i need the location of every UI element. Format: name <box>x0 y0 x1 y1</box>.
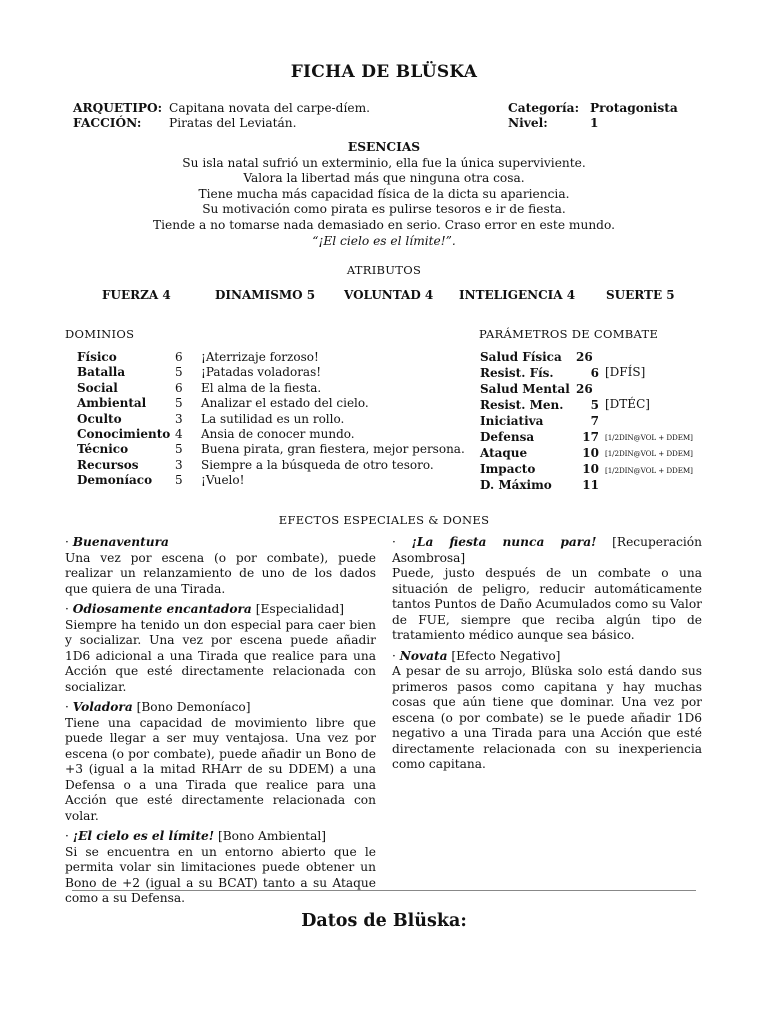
table-row <box>77 458 465 473</box>
table-row <box>480 365 693 381</box>
table-row <box>77 381 465 396</box>
efecto-name: Odiosamente encantadora <box>72 602 252 616</box>
dominio-name: Demoníaco <box>77 473 153 488</box>
dominio-desc: Siempre a la búsqueda de otro tesoro. <box>201 457 434 472</box>
dominio-value: 4 <box>175 427 183 442</box>
dominio-desc: Buena pirata, gran fiestera, mejor persona. <box>201 442 465 457</box>
esencia-line: Tiene mucha más capacidad física de la dicta su apariencia. <box>198 186 570 201</box>
combate-note-small: [1/2DIN@VOL + DDEM] <box>605 465 693 475</box>
combate-name: D. Máximo <box>480 478 552 493</box>
efecto-text: Una vez por escena (o por combate), puede realizar un relanzamiento de uno de los dados que quiera de una Tirada. <box>65 550 376 596</box>
efecto-item: · ¡La fiesta nunca para! [Recuperación Asombrosa] Puede, justo después de un combate o una situación de peligro, reducir automáticamente tantos Puntos de Daño Acumulados como su Valor de FUE, siempre que reciba algún tipo de tratamiento médico aunque sea básico. <box>392 535 702 642</box>
efecto-item: · Voladora [Bono Demoníaco] Tiene una capacidad de movimiento libre que puede llegar a ser muy ventajosa. Una vez por escena (o por combate), puede añadir un Bono de +3 (igual a la mitad RHArr de su DDEM) a una Defensa o a una Tirada que realice para una Acción que esté directamente relacionada con volar. <box>65 700 376 823</box>
esencias-heading: ESENCIAS <box>347 140 421 154</box>
dominio-desc: ¡Patadas voladoras! <box>201 365 322 380</box>
combate-heading: PARÁMETROS DE COMBATE <box>479 327 659 341</box>
efectos-heading: EFECTOS ESPECIALES & DONES <box>278 513 490 527</box>
efectos-right-column <box>392 535 702 778</box>
efecto-name: ¡La fiesta nunca para! <box>411 535 597 549</box>
nivel-value: 1 <box>590 116 599 130</box>
efecto-text: Siempre ha tenido un don especial para caer bien y socializar. Una vez por escena puede añadir 1D6 adicional a una Tirada que realice para una Acción que esté directamente relacionada con socializar. <box>65 617 376 694</box>
efecto-tag: [Especialidad] <box>255 602 345 616</box>
esencia-line: Valora la libertad más que ninguna otra cosa. <box>243 171 525 186</box>
combate-name: Impacto <box>480 462 536 477</box>
combate-note: [DTÉC] <box>605 397 650 412</box>
table-row <box>480 478 693 493</box>
efecto-item: · Buenaventura Una vez por escena (o por combate), puede realizar un relanzamiento de uno de los dados que quiera de una Tirada. <box>65 535 376 596</box>
esencia-motto: “¡El cielo es el límite!”. <box>312 233 456 248</box>
faccion-value: Piratas del Leviatán. <box>169 116 297 130</box>
combate-value: 7 <box>590 413 599 428</box>
efecto-item: · ¡El cielo es el límite! [Bono Ambiental] Si se encuentra en un entorno abierto que le permita volar sin limitaciones puede obtener un Bono de +2 (igual a su BCAT) tanto a su Ataque como a su Defensa. <box>65 829 376 905</box>
combate-value: 10 <box>582 445 599 460</box>
combate-value: 26 <box>576 381 593 396</box>
dominio-value: 5 <box>175 473 183 488</box>
combate-value: 6 <box>590 365 599 380</box>
esencia-line: Su isla natal sufrió un exterminio, ella fue la única superviviente. <box>182 155 586 170</box>
dominio-name: Conocimiento <box>77 427 171 442</box>
dominio-desc: Ansia de conocer mundo. <box>201 427 355 442</box>
table-row <box>77 396 465 411</box>
dominio-value: 5 <box>175 396 183 411</box>
combate-value: 5 <box>590 397 599 412</box>
nivel-label: Nivel: <box>508 116 548 130</box>
efecto-text: Puede, justo después de un combate o una situación de peligro, reducir automáticamente tantos Puntos de Daño Acumulados como su Valor de FUE, siempre que reciba algún tipo de tratamiento médico aunque sea básico. <box>392 566 702 642</box>
dominio-desc: ¡Vuelo! <box>201 473 245 488</box>
categoria-label: Categoría: <box>508 101 580 115</box>
table-row <box>480 445 693 461</box>
table-row <box>77 427 465 442</box>
efecto-name: ¡El cielo es el límite! <box>72 829 215 843</box>
esencia-line: Su motivación como pirata es pulirse tesoros e ir de fiesta. <box>202 202 566 217</box>
combate-table <box>480 350 693 494</box>
table-row <box>480 382 693 397</box>
categoria-value: Protagonista <box>590 101 678 115</box>
efecto-name: Buenaventura <box>72 535 169 549</box>
table-row <box>480 350 693 365</box>
dominio-name: Social <box>77 380 118 395</box>
table-row <box>77 412 465 427</box>
combate-name: Defensa <box>480 429 535 444</box>
atributo-dinamismo: DINAMISMO 5 <box>215 288 316 302</box>
dominios-table <box>77 350 465 489</box>
combate-note: [DFÍS] <box>605 365 646 380</box>
dominio-value: 6 <box>175 350 183 364</box>
efecto-tag: [Bono Demoníaco] <box>136 700 251 714</box>
table-row <box>480 462 693 478</box>
dominio-value: 3 <box>175 411 183 426</box>
efectos-left-column <box>65 535 376 912</box>
table-row <box>77 442 465 457</box>
dominio-value: 3 <box>175 457 183 472</box>
dominio-name: Batalla <box>77 365 126 380</box>
combate-name: Resist. Fís. <box>480 365 554 380</box>
dominio-desc: ¡Aterrizaje forzoso! <box>201 350 319 364</box>
table-row <box>77 350 465 365</box>
efecto-text: Tiene una capacidad de movimiento libre que puede llegar a ser muy ventajosa. Una vez por escena (o por combate), puede añadir un Bono de +3 (igual a la mitad RHArr de su DDEM) a una Defensa o a una Tirada que realice para una Acción que esté directamente relacionada con volar. <box>65 715 376 823</box>
esencias-section <box>0 140 768 249</box>
efecto-item: · Odiosamente encantadora [Especialidad] Siempre ha tenido un don especial para caer bien y socializar. Una vez por escena puede añadir 1D6 adicional a una Tirada que realice para una Acción que esté directamente relacionada con socializar. <box>65 602 376 694</box>
combate-value: 26 <box>576 350 593 364</box>
combate-note-small: [1/2DIN@VOL + DDEM] <box>605 449 693 459</box>
combate-value: 11 <box>582 478 599 493</box>
atributo-fuerza: FUERZA 4 <box>102 288 171 302</box>
efecto-text: Si se encuentra en un entorno abierto que le permita volar sin limitaciones puede obtener un Bono de +2 (igual a su BCAT) tanto a su Ataque como a su Defensa. <box>65 844 376 905</box>
datos-heading: Datos de Blüska: <box>301 911 467 931</box>
dominio-value: 5 <box>175 442 183 457</box>
dominio-name: Ambiental <box>77 396 147 411</box>
faccion-label: FACCIÓN: <box>73 116 142 130</box>
dominio-desc: Analizar el estado del cielo. <box>201 396 369 411</box>
efecto-tag: [Bono Ambiental] <box>217 829 326 843</box>
efecto-item: · Novata [Efecto Negativo] A pesar de su arrojo, Blüska solo está dando sus primeros pasos como capitana y hay muchas cosas que aún tiene que dominar. Una vez por escena (o por combate) se le puede añadir 1D6 negativo a una Tirada para una Acción que esté directamente relacionada con su inexperiencia como capitana. <box>392 648 702 771</box>
dominios-heading: DOMINIOS <box>65 327 135 341</box>
arquetipo-label: ARQUETIPO: <box>73 101 163 115</box>
page-title: FICHA DE BLÜSKA <box>290 62 478 82</box>
combate-value: 10 <box>582 462 599 477</box>
divider <box>72 890 696 891</box>
efecto-text: A pesar de su arrojo, Blüska solo está dando sus primeros pasos como capitana y hay muchas cosas que aún tiene que dominar. Una vez por escena (o por combate) se le puede añadir 1D6 negativo a una Tirada para una Acción que esté directamente relacionada con su inexperiencia como capitana. <box>392 664 702 771</box>
dominio-name: Físico <box>77 350 117 364</box>
dominio-desc: El alma de la fiesta. <box>201 380 322 395</box>
table-row <box>480 429 693 445</box>
efecto-tag: [Efecto Negativo] <box>451 648 561 663</box>
table-row <box>77 473 465 488</box>
efecto-name: Novata <box>399 648 448 663</box>
combate-name: Iniciativa <box>480 413 544 428</box>
dominio-value: 6 <box>175 380 183 395</box>
atributo-inteligencia: INTELIGENCIA 4 <box>459 288 576 302</box>
combate-name: Resist. Men. <box>480 397 564 412</box>
combate-name: Salud Física <box>480 350 562 364</box>
combate-value: 17 <box>582 429 599 444</box>
arquetipo-value: Capitana novata del carpe-díem. <box>169 101 370 115</box>
esencia-line: Tiende a no tomarse nada demasiado en serio. Craso error en este mundo. <box>153 217 615 232</box>
dominio-name: Técnico <box>77 442 129 457</box>
dominio-name: Recursos <box>77 457 139 472</box>
atributo-suerte: SUERTE 5 <box>606 288 675 302</box>
table-row <box>480 414 693 429</box>
combate-name: Salud Mental <box>480 381 570 396</box>
table-row <box>77 365 465 380</box>
efecto-tag: [Recuperación Asombrosa] <box>392 535 702 565</box>
atributo-voluntad: VOLUNTAD 4 <box>344 288 434 302</box>
combate-name: Ataque <box>480 445 528 460</box>
atributos-heading: ATRIBUTOS <box>346 263 422 277</box>
dominio-name: Oculto <box>77 411 122 426</box>
dominio-value: 5 <box>175 365 183 380</box>
dominio-desc: La sutilidad es un rollo. <box>201 411 345 426</box>
table-row <box>480 397 693 413</box>
efecto-name: Voladora <box>72 700 133 714</box>
combate-note-small: [1/2DIN@VOL + DDEM] <box>605 433 693 443</box>
